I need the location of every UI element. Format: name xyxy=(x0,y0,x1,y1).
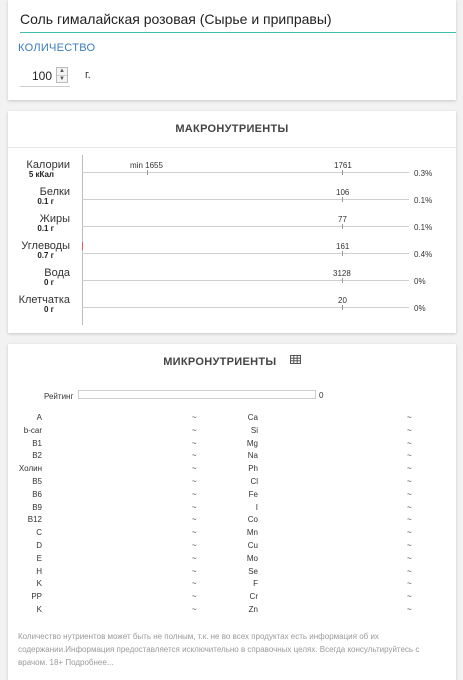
macro-target-value: 3128 xyxy=(333,269,351,278)
product-card xyxy=(8,0,456,100)
macronutrients-card xyxy=(8,111,456,333)
macro-amount: 0 г xyxy=(43,305,54,314)
spinner-up-icon[interactable]: ▲ xyxy=(59,68,65,74)
macro-percent: 0% xyxy=(414,304,426,313)
micronutrient-row xyxy=(8,592,456,604)
micronutrient-value: ~ xyxy=(192,502,197,512)
micronutrient-value: ~ xyxy=(192,489,197,499)
micronutrient-name: b-car xyxy=(23,425,42,435)
macro-scale-line xyxy=(82,307,409,308)
micronutrient-name: H xyxy=(36,566,42,576)
spinner-arrows-icon[interactable] xyxy=(56,67,68,83)
micronutrient-value: ~ xyxy=(407,515,412,525)
micronutrient-name: F xyxy=(253,579,258,589)
micronutrient-row xyxy=(8,567,456,579)
micronutrient-row xyxy=(8,541,456,553)
micronutrient-name: Mo xyxy=(246,553,258,563)
micronutrient-name: Se xyxy=(248,566,258,576)
micronutrient-row xyxy=(8,554,456,566)
micronutrient-name: Zn xyxy=(248,605,258,614)
macro-scale-line xyxy=(82,199,409,200)
micronutrient-name: I xyxy=(255,502,258,512)
macro-target-tick xyxy=(342,251,343,256)
micronutrient-name: B5 xyxy=(32,477,42,486)
micronutrient-name: B6 xyxy=(32,489,42,499)
macro-target-value: 77 xyxy=(338,215,347,224)
micronutrient-value: ~ xyxy=(407,451,412,461)
micronutrient-value: ~ xyxy=(407,464,412,474)
disclaimer-text: Количество нутриентов может быть не полным, т.к. не во всех продуктах есть информация об их содержании.Информация предоставляется исключительно в справочных целях. Всегда консультируйтесь с врачом. 18+ Подробнее... xyxy=(18,632,420,667)
micronutrients-card xyxy=(8,344,456,680)
micronutrient-value: ~ xyxy=(407,413,412,422)
macro-percent: 0.1% xyxy=(414,196,433,205)
micronutrient-value: ~ xyxy=(192,515,197,525)
micronutrient-name: Cu xyxy=(247,541,258,550)
macro-amount: 0.7 г xyxy=(37,251,54,260)
micronutrient-value: ~ xyxy=(407,425,412,435)
micronutrient-name: Mg xyxy=(246,438,258,448)
macro-name: Калории xyxy=(26,159,70,171)
micronutrient-value: ~ xyxy=(407,438,412,448)
quantity-input[interactable] xyxy=(20,66,54,86)
macro-row-calories xyxy=(8,159,456,186)
micronutrient-name: B12 xyxy=(27,515,42,525)
macro-name: Белки xyxy=(39,186,70,198)
micronutrient-row xyxy=(8,503,456,515)
micronutrient-value: ~ xyxy=(192,579,197,589)
micronutrient-row xyxy=(8,579,456,591)
macro-target-value: 1761 xyxy=(334,161,352,170)
micronutrient-row xyxy=(8,464,456,476)
micronutrient-name: B9 xyxy=(32,502,42,512)
macronutrients-header: МАКРОНУТРИЕНТЫ xyxy=(8,111,456,148)
macro-row-water xyxy=(8,267,456,294)
micronutrient-value: ~ xyxy=(407,553,412,563)
micronutrient-name: Ph xyxy=(248,464,258,474)
micronutrient-value: ~ xyxy=(192,413,197,422)
macro-amount: 0.1 г xyxy=(37,224,54,233)
macro-min-tick xyxy=(147,170,148,175)
micronutrients-header xyxy=(8,344,456,380)
micronutrient-row xyxy=(8,413,456,425)
micronutrient-name: Si xyxy=(250,425,258,435)
rating-value: 0 xyxy=(319,391,324,400)
macro-scale-line xyxy=(82,280,409,281)
micronutrient-value: ~ xyxy=(192,438,197,448)
micronutrient-value: ~ xyxy=(192,553,197,563)
macro-target-value: 106 xyxy=(336,188,350,197)
macro-name: Углеводы xyxy=(21,240,70,252)
micronutrient-name: Ca xyxy=(247,413,258,422)
macro-percent: 0.1% xyxy=(414,223,433,232)
micronutrient-value: ~ xyxy=(407,541,412,550)
macro-percent: 0.4% xyxy=(414,250,433,259)
macro-target-value: 161 xyxy=(336,242,350,251)
macro-name: Клетчатка xyxy=(18,294,70,306)
micronutrients-title: МИКРОНУТРИЕНТЫ xyxy=(163,356,277,368)
micronutrient-value: ~ xyxy=(407,489,412,499)
macro-target-value: 20 xyxy=(338,296,347,305)
macro-min-label: min 1655 xyxy=(130,161,163,170)
micronutrient-value: ~ xyxy=(407,566,412,576)
micronutrient-name: PP xyxy=(31,592,42,602)
macro-target-tick xyxy=(342,305,343,310)
micronutrient-name: Co xyxy=(247,515,258,525)
micronutrient-value: ~ xyxy=(192,528,197,538)
carbs-progress-marker xyxy=(82,242,83,250)
macro-scale-line xyxy=(82,253,409,254)
macro-scale-line xyxy=(82,226,409,227)
micronutrient-name: K xyxy=(36,579,42,589)
micronutrient-name: A xyxy=(36,413,42,422)
micronutrient-row xyxy=(8,439,456,451)
quantity-unit: г. xyxy=(85,69,91,81)
micronutrient-name: Cr xyxy=(249,592,258,602)
micronutrient-row xyxy=(8,515,456,527)
micronutrient-name: B2 xyxy=(32,451,42,461)
micronutrient-row xyxy=(8,605,456,617)
micronutrient-value: ~ xyxy=(192,477,197,486)
quantity-stepper[interactable] xyxy=(20,64,70,87)
macro-name: Жиры xyxy=(39,213,70,225)
quantity-label: КОЛИЧЕСТВО xyxy=(18,42,96,54)
micronutrient-value: ~ xyxy=(407,528,412,538)
micronutrient-name: D xyxy=(36,541,42,550)
micronutrient-value: ~ xyxy=(192,464,197,474)
micronutrient-row xyxy=(8,451,456,463)
micronutrient-name: Mn xyxy=(246,528,258,538)
macro-name: Вода xyxy=(44,267,70,279)
macro-row-protein xyxy=(8,186,456,213)
micronutrient-value: ~ xyxy=(407,579,412,589)
micronutrient-value: ~ xyxy=(407,592,412,602)
micronutrient-row xyxy=(8,528,456,540)
micronutrient-row xyxy=(8,490,456,502)
macro-percent: 0% xyxy=(414,277,426,286)
micronutrient-value: ~ xyxy=(192,592,197,602)
micronutrient-name: E xyxy=(36,553,42,563)
micronutrient-value: ~ xyxy=(192,425,197,435)
macro-amount: 0 г xyxy=(43,278,54,287)
table-grid-icon[interactable] xyxy=(290,343,301,379)
micronutrient-name: B1 xyxy=(32,438,42,448)
macro-amount: 0.1 г xyxy=(37,197,54,206)
macro-row-fiber xyxy=(8,294,456,321)
macro-row-fat xyxy=(8,213,456,240)
micronutrient-name: C xyxy=(36,528,42,538)
spinner-down-icon[interactable]: ▼ xyxy=(57,75,67,83)
micronutrient-value: ~ xyxy=(407,477,412,486)
macro-scale-line xyxy=(82,172,409,173)
macro-target-tick xyxy=(342,278,343,283)
micronutrient-name: K xyxy=(36,605,42,614)
macro-row-carbs xyxy=(8,240,456,267)
rating-bar xyxy=(78,390,316,399)
rating-label: Рейтинг xyxy=(44,392,74,401)
micronutrient-row xyxy=(8,426,456,438)
macro-target-tick xyxy=(342,224,343,229)
micronutrient-name: Na xyxy=(247,451,258,461)
macro-target-tick xyxy=(342,170,343,175)
micronutrient-value: ~ xyxy=(407,502,412,512)
macro-target-tick xyxy=(342,197,343,202)
macro-percent: 0.3% xyxy=(414,169,433,178)
micronutrient-name: Fe xyxy=(248,489,258,499)
micronutrient-value: ~ xyxy=(192,541,197,550)
micronutrient-row xyxy=(8,477,456,489)
product-title-field[interactable] xyxy=(20,8,456,33)
micronutrient-value: ~ xyxy=(407,605,412,614)
micronutrient-value: ~ xyxy=(192,566,197,576)
micronutrient-name: Cl xyxy=(250,477,258,486)
micronutrient-value: ~ xyxy=(192,451,197,461)
micronutrient-value: ~ xyxy=(192,605,197,614)
micronutrient-name: Холин xyxy=(18,464,42,474)
macro-amount: 5 кКал xyxy=(28,170,54,179)
